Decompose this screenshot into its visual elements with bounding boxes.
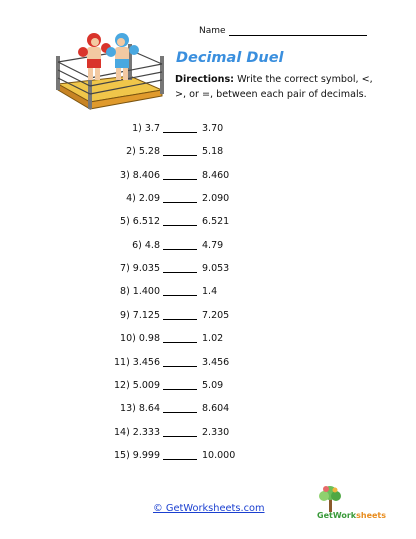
answer-blank[interactable] [163, 436, 197, 437]
answer-blank[interactable] [163, 412, 197, 413]
worksheet-title: Decimal Duel [176, 50, 284, 66]
answer-blank[interactable] [163, 295, 197, 296]
logo-text [317, 511, 386, 520]
answer-blank[interactable] [163, 155, 197, 156]
problem-right-value: 6.521 [202, 216, 230, 228]
problem-right-value: 3.456 [202, 356, 230, 368]
problem-left-value: 13) 8.64 [120, 403, 160, 415]
answer-blank[interactable] [163, 202, 197, 203]
name-line[interactable] [229, 35, 367, 36]
problem-left-value: 11) 3.456 [113, 356, 160, 368]
problem-right-value: 8.460 [202, 169, 230, 181]
problem-right-value: 1.4 [202, 286, 218, 298]
footer-link[interactable]: © GetWorksheets.com [153, 503, 265, 514]
problem-right-value: 4.79 [202, 239, 224, 251]
problem-left-value: 10) 0.98 [120, 333, 160, 345]
name-label: Name [199, 26, 226, 36]
answer-blank[interactable] [163, 179, 197, 180]
problem-left-value: 15) 9.999 [113, 449, 160, 461]
directions [175, 73, 375, 102]
logo-text-orange: sheets [356, 511, 387, 520]
directions-label: Directions: [175, 74, 235, 85]
problem-right-value: 2.090 [202, 193, 230, 205]
problem-left-value: 9) 7.125 [120, 309, 160, 321]
problem-right-value: 10.000 [202, 449, 236, 461]
problem-right-value: 2.330 [202, 426, 230, 438]
problem-left-value: 3) 8.406 [120, 169, 160, 181]
answer-blank[interactable] [163, 225, 197, 226]
boxing-ring-illustration [50, 26, 166, 110]
problem-right-value: 5.09 [202, 379, 224, 391]
answer-blank[interactable] [163, 272, 197, 273]
problem-left-value: 7) 9.035 [120, 263, 160, 275]
problem-left-value: 6) 4.8 [132, 239, 160, 251]
problem-right-value: 8.604 [202, 403, 230, 415]
answer-blank[interactable] [163, 366, 197, 367]
problem-right-value: 5.18 [202, 146, 224, 158]
answer-blank[interactable] [163, 249, 197, 250]
answer-blank[interactable] [163, 342, 197, 343]
problem-right-value: 7.205 [202, 309, 230, 321]
problem-right-value: 1.02 [202, 333, 224, 345]
logo-text-green: GetWork [317, 511, 357, 520]
problem-left-value: 8) 1.400 [120, 286, 160, 298]
problem-left-value: 5) 6.512 [120, 216, 160, 228]
directions-text: Write the correct symbol, <, >, or =, between each pair of decimals. [175, 74, 373, 100]
problem-left-value: 4) 2.09 [126, 193, 160, 205]
problem-left-value: 14) 2.333 [113, 426, 160, 438]
answer-blank[interactable] [163, 132, 197, 133]
problem-left-value: 2) 5.28 [126, 146, 160, 158]
answer-blank[interactable] [163, 459, 197, 460]
problem-right-value: 3.70 [202, 123, 224, 134]
problem-left-value: 1) 3.7 [132, 123, 160, 134]
problem-left-value: 12) 5.009 [113, 379, 160, 391]
answer-blank[interactable] [163, 319, 197, 320]
problem-right-value: 9.053 [202, 263, 230, 275]
answer-blank[interactable] [163, 389, 197, 390]
